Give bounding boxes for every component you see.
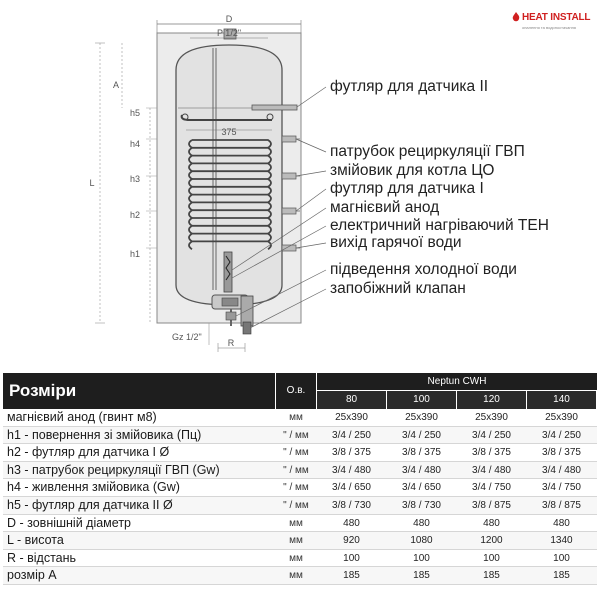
row-value: 480 — [483, 517, 500, 529]
product-header: Neptun CWH — [427, 376, 487, 387]
callout-heating-element: електричний нагріваючий ТЕН — [330, 217, 549, 234]
row-value: 3/4 / 250 — [542, 429, 581, 441]
volume-header-140: 140 — [527, 391, 596, 409]
row-value: 3/8 / 875 — [542, 499, 581, 511]
heating-coil — [189, 140, 271, 249]
safety-valve — [241, 296, 253, 326]
row-unit: мм — [289, 570, 303, 582]
row-parameter: D - зовнішній діаметр — [7, 515, 131, 530]
heating-element — [224, 252, 232, 292]
row-parameter: h3 - патрубок рециркуляції ГВП (Gw) — [7, 462, 220, 477]
row-unit: " / мм — [283, 482, 309, 494]
callout-boiler-coil: змійовик для котла ЦО — [330, 162, 495, 179]
row-value: 25x390 — [475, 412, 508, 423]
dim-h4: h4 — [129, 139, 140, 149]
row-unit: мм — [289, 552, 303, 564]
row-value: 3/4 / 480 — [402, 464, 441, 476]
callout-sensor-sleeve-2: футляр для датчика ІІ — [330, 78, 489, 95]
row-value: 3/4 / 650 — [402, 482, 441, 494]
row-value: 25x390 — [405, 412, 438, 423]
row-value: 1080 — [410, 535, 433, 547]
table-body — [3, 409, 597, 585]
table-row — [3, 462, 597, 480]
dim-Gz: Gz 1/2" — [172, 332, 202, 342]
unit-header: О.в. — [286, 385, 306, 396]
table-row — [3, 444, 597, 462]
row-value: 3/8 / 875 — [472, 499, 511, 511]
row-value: 3/4 / 250 — [472, 429, 511, 441]
volume-header-120: 120 — [457, 391, 526, 409]
row-value: 1340 — [550, 535, 573, 547]
row-value: 480 — [553, 517, 570, 529]
table-row — [3, 497, 597, 515]
row-value: 3/4 / 480 — [332, 464, 371, 476]
flame-icon — [512, 12, 520, 22]
row-value: 25x390 — [335, 412, 368, 423]
dim-h1: h1 — [129, 249, 140, 259]
row-value: 3/4 / 250 — [402, 429, 441, 441]
row-parameter: h1 - повернення зі змійовика (Пц) — [7, 427, 202, 442]
row-value: 185 — [413, 570, 430, 582]
row-value: 185 — [483, 570, 500, 582]
logo-tagline: опалення та водопостачання — [522, 25, 576, 30]
row-unit: " / мм — [283, 499, 309, 511]
callout-sensor-sleeve-1: футляр для датчика І — [330, 180, 484, 197]
table-row — [3, 532, 597, 550]
row-unit: " / мм — [283, 464, 309, 476]
table-row — [3, 550, 597, 568]
row-value: 3/8 / 730 — [332, 499, 371, 511]
row-parameter: h4 - живлення змійовика (Gw) — [7, 480, 180, 495]
row-value: 3/4 / 480 — [542, 464, 581, 476]
dim-R: R — [227, 338, 235, 348]
dim-h2: h2 — [129, 210, 140, 220]
row-value: 3/8 / 730 — [402, 499, 441, 511]
row-unit: мм — [289, 412, 303, 423]
row-value: 100 — [553, 552, 570, 564]
row-value: 185 — [553, 570, 570, 582]
unit-header-cell — [276, 373, 316, 409]
connector-h1 — [282, 245, 296, 251]
connector-h3 — [282, 173, 296, 179]
row-value: 480 — [413, 517, 430, 529]
row-parameter: h5 - футляр для датчика ІІ Ø — [7, 497, 173, 512]
product-header-cell — [317, 373, 597, 390]
table-row — [3, 427, 597, 445]
row-value: 3/4 / 650 — [332, 482, 371, 494]
volume-header-80: 80 — [317, 391, 386, 409]
row-unit: мм — [289, 517, 303, 529]
row-value: 100 — [343, 552, 360, 564]
dim-P: P 1/2" — [216, 28, 242, 38]
callout-recirculation: патрубок рециркуляції ГВП — [330, 143, 525, 160]
row-parameter: магнієвий анод (гвинт м8) — [7, 410, 157, 424]
row-value: 3/4 / 750 — [472, 482, 511, 494]
table-row — [3, 479, 597, 497]
connector-h2 — [282, 208, 296, 214]
row-unit: мм — [289, 535, 303, 547]
row-value: 3/8 / 375 — [332, 447, 371, 459]
table-row — [3, 567, 597, 585]
callout-hot-water-outlet: вихід гарячої води — [330, 234, 462, 251]
row-value: 3/4 / 750 — [542, 482, 581, 494]
row-unit: " / мм — [283, 447, 309, 459]
row-value: 1200 — [480, 535, 503, 547]
table-row — [3, 409, 597, 427]
dim-h3: h3 — [129, 174, 140, 184]
callout-magnesium-anode: магнієвий анод — [330, 199, 440, 216]
row-value: 25x390 — [545, 412, 578, 423]
row-parameter: R - відстань — [7, 550, 77, 565]
dim-L: L — [89, 178, 95, 188]
callout-cold-water-inlet: підведення холодної води — [330, 261, 517, 278]
sensor-sleeve-2 — [252, 105, 297, 110]
row-value: 3/8 / 375 — [542, 447, 581, 459]
row-value: 185 — [343, 570, 360, 582]
row-value: 100 — [413, 552, 430, 564]
dim-h5: h5 — [129, 108, 140, 118]
heat-install-logo — [512, 12, 598, 34]
row-value: 3/4 / 480 — [472, 464, 511, 476]
logo-text: HEAT INSTALL — [522, 12, 591, 23]
row-parameter: h2 - футляр для датчика І Ø — [7, 445, 170, 460]
row-value: 3/8 / 375 — [472, 447, 511, 459]
dim-A: A — [112, 80, 120, 90]
dimensions-table — [3, 373, 597, 585]
row-parameter: L - висота — [7, 533, 64, 548]
row-parameter: розмір А — [7, 568, 57, 583]
dim-D: D — [225, 14, 233, 24]
table-title: Розміри — [9, 381, 77, 400]
row-value: 100 — [483, 552, 500, 564]
table-header — [3, 373, 597, 409]
dim-375: 375 — [221, 127, 237, 137]
row-value: 480 — [343, 517, 360, 529]
connector-h4 — [282, 136, 296, 142]
row-unit: " / мм — [283, 429, 309, 441]
row-value: 3/8 / 375 — [402, 447, 441, 459]
row-value: 920 — [343, 535, 360, 547]
volume-header-100: 100 — [387, 391, 456, 409]
callout-safety-valve: запобіжний клапан — [330, 280, 466, 297]
table-title-cell — [3, 373, 275, 409]
row-value: 3/4 / 250 — [332, 429, 371, 441]
table-row — [3, 515, 597, 533]
